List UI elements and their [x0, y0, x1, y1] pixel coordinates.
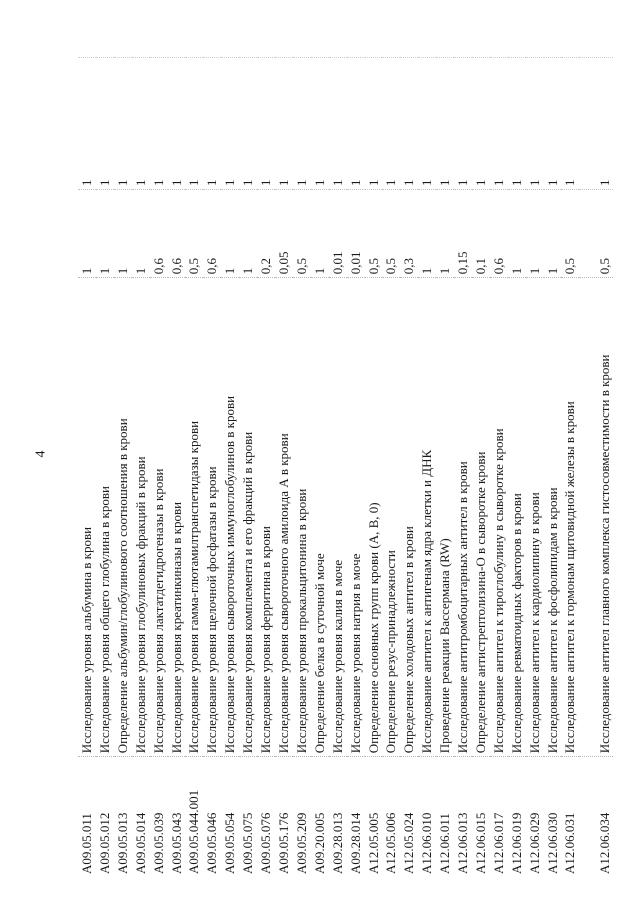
service-name: Исследование уровня комплемента и его фракций в крови — [239, 278, 257, 757]
frequency-coefficient: 1 — [311, 189, 329, 277]
multiplicity: 1 — [78, 58, 96, 190]
table-row — [365, 58, 383, 878]
services-table — [78, 57, 613, 877]
frequency-coefficient: 0,5 — [185, 189, 203, 277]
multiplicity: 1 — [132, 58, 150, 190]
frequency-coefficient: 0,3 — [400, 189, 418, 277]
service-code: A12.05.024 — [401, 812, 417, 874]
service-code: A09.05.054 — [222, 812, 238, 874]
table-row — [132, 58, 150, 878]
table-row — [78, 58, 96, 878]
table-row — [454, 58, 472, 878]
service-code: A09.28.014 — [347, 812, 363, 874]
table-row — [508, 58, 526, 878]
table-row — [275, 58, 293, 878]
service-code: A09.05.209 — [293, 812, 309, 874]
multiplicity: 1 — [185, 58, 203, 190]
service-code: A12.06.034 — [597, 812, 613, 874]
frequency-coefficient: 0,01 — [329, 189, 347, 277]
table-row — [168, 58, 186, 878]
multiplicity: 1 — [508, 58, 526, 190]
multiplicity: 1 — [347, 58, 365, 190]
table-row — [257, 58, 275, 878]
service-code: A09.05.044.001 — [186, 789, 202, 874]
multiplicity: 1 — [544, 58, 562, 190]
service-code: A09.05.046 — [204, 812, 220, 874]
multiplicity: 1 — [418, 58, 436, 190]
frequency-coefficient: 0,01 — [347, 189, 365, 277]
page-number: 4 — [33, 450, 49, 458]
frequency-coefficient: 1 — [96, 189, 114, 277]
service-code: A12.06.019 — [508, 812, 524, 874]
service-name: Исследование ревматоидных факторов в крови — [508, 278, 526, 757]
service-name: Исследование антител главного комплекса гистосовместимости в крови — [579, 278, 613, 757]
service-code: A12.06.015 — [472, 812, 488, 874]
service-name: Исследование уровня прокальцитонина в крови — [293, 278, 311, 757]
service-name: Исследование уровня креатинкиназы в крови — [168, 278, 186, 757]
service-code: A12.06.013 — [455, 812, 471, 874]
frequency-coefficient: 0,5 — [579, 189, 613, 277]
multiplicity: 1 — [221, 58, 239, 190]
frequency-coefficient: 0,5 — [293, 189, 311, 277]
frequency-coefficient: 1 — [78, 189, 96, 277]
table-row — [544, 58, 562, 878]
multiplicity: 1 — [275, 58, 293, 190]
table-row — [561, 58, 579, 878]
service-code: A12.06.029 — [526, 812, 542, 874]
service-code: A09.28.013 — [329, 812, 345, 874]
service-name: Исследование уровня калия в моче — [329, 278, 347, 757]
services-table-container — [78, 57, 613, 877]
service-code: A12.06.017 — [490, 812, 506, 874]
service-name: Проведение реакции Вассермана (RW) — [436, 278, 454, 757]
multiplicity: 1 — [526, 58, 544, 190]
service-name: Определение альбумин/глобулинового соотношения в крови — [114, 278, 132, 757]
multiplicity: 1 — [96, 58, 114, 190]
frequency-coefficient: 0,5 — [365, 189, 383, 277]
service-code: A09.20.005 — [311, 812, 327, 874]
frequency-coefficient: 1 — [544, 189, 562, 277]
table-row — [96, 58, 114, 878]
multiplicity: 1 — [579, 58, 613, 190]
service-name: Определение белка в суточной моче — [311, 278, 329, 757]
service-code: A09.05.043 — [168, 812, 184, 874]
service-name: Определение холодовых антител в крови — [400, 278, 418, 757]
frequency-coefficient: 0,6 — [150, 189, 168, 277]
frequency-coefficient: 0,2 — [257, 189, 275, 277]
service-name: Исследование уровня натрия в моче — [347, 278, 365, 757]
frequency-coefficient: 0,5 — [382, 189, 400, 277]
service-name: Исследование уровня сывороточных иммуноглобулинов в крови — [221, 278, 239, 757]
multiplicity: 1 — [472, 58, 490, 190]
frequency-coefficient: 1 — [418, 189, 436, 277]
service-name: Исследование уровня общего глобулина в крови — [96, 278, 114, 757]
multiplicity: 1 — [329, 58, 347, 190]
frequency-coefficient: 1 — [526, 189, 544, 277]
multiplicity: 1 — [561, 58, 579, 190]
multiplicity: 1 — [150, 58, 168, 190]
multiplicity: 1 — [382, 58, 400, 190]
service-code: A12.05.006 — [383, 812, 399, 874]
frequency-coefficient: 1 — [436, 189, 454, 277]
frequency-coefficient: 0,05 — [275, 189, 293, 277]
multiplicity: 1 — [490, 58, 508, 190]
service-code: A09.05.013 — [114, 812, 130, 874]
multiplicity: 1 — [400, 58, 418, 190]
service-name: Исследование уровня альбумина в крови — [78, 278, 96, 757]
table-row — [293, 58, 311, 878]
frequency-coefficient: 1 — [221, 189, 239, 277]
service-code: A09.05.011 — [79, 813, 94, 874]
frequency-coefficient: 1 — [114, 189, 132, 277]
service-name: Определение антистрептолизина-О в сыворотке крови — [472, 278, 490, 757]
table-row — [472, 58, 490, 878]
service-name: Исследование антител к кардиолипину в крови — [526, 278, 544, 757]
multiplicity: 1 — [436, 58, 454, 190]
multiplicity: 1 — [257, 58, 275, 190]
service-code: A12.06.030 — [544, 812, 560, 874]
service-name: Исследование антител к антигенам ядра клетки и ДНК — [418, 278, 436, 757]
table-row — [400, 58, 418, 878]
service-name: Исследование антитромбоцитарных антител в крови — [454, 278, 472, 757]
multiplicity: 1 — [454, 58, 472, 190]
service-name: Исследование антител к гормонам щитовидной железы в крови — [561, 278, 579, 757]
multiplicity: 1 — [168, 58, 186, 190]
service-code: A12.06.011 — [437, 813, 453, 874]
service-name: Исследование уровня гамма-глютамилтранспетидазы крови — [185, 278, 203, 757]
table-row — [347, 58, 365, 878]
table-row — [185, 58, 203, 878]
frequency-coefficient: 0,6 — [203, 189, 221, 277]
service-name: Исследование уровня щелочной фосфатазы в крови — [203, 278, 221, 757]
service-code: A09.05.014 — [132, 812, 148, 874]
service-name: Исследование уровня лактатдегидрогеназы в крови — [150, 278, 168, 757]
service-name: Исследование уровня глобулиновых фракций в крови — [132, 278, 150, 757]
table-row — [221, 58, 239, 878]
services-table-body — [78, 58, 613, 878]
frequency-coefficient: 0,6 — [490, 189, 508, 277]
frequency-coefficient: 1 — [132, 189, 150, 277]
table-row — [418, 58, 436, 878]
table-row — [239, 58, 257, 878]
service-code: A09.05.075 — [240, 812, 256, 874]
service-code: A09.05.039 — [150, 812, 166, 874]
multiplicity: 1 — [239, 58, 257, 190]
service-name: Исследование уровня ферритина в крови — [257, 278, 275, 757]
table-row — [436, 58, 454, 878]
multiplicity: 1 — [203, 58, 221, 190]
table-row — [490, 58, 508, 878]
frequency-coefficient: 0,5 — [561, 189, 579, 277]
service-name: Определение основных групп крови (А, В, 0) — [365, 278, 383, 757]
table-row — [203, 58, 221, 878]
service-code: A09.05.176 — [275, 812, 291, 874]
service-name: Определение резус-принадлежности — [382, 278, 400, 757]
service-code: A12.06.031 — [562, 812, 578, 874]
frequency-coefficient: 0,1 — [472, 189, 490, 277]
table-row — [579, 58, 613, 878]
service-name: Исследование антител к фосфолипидам в крови — [544, 278, 562, 757]
service-code: A12.06.010 — [419, 812, 435, 874]
table-row — [526, 58, 544, 878]
frequency-coefficient: 1 — [239, 189, 257, 277]
service-name: Исследование антител к тироглобулину в сыворотке крови — [490, 278, 508, 757]
frequency-coefficient: 1 — [508, 189, 526, 277]
service-code: A09.05.012 — [96, 812, 112, 874]
multiplicity: 1 — [365, 58, 383, 190]
multiplicity: 1 — [293, 58, 311, 190]
multiplicity: 1 — [114, 58, 132, 190]
frequency-coefficient: 0,15 — [454, 189, 472, 277]
multiplicity: 1 — [311, 58, 329, 190]
table-row — [311, 58, 329, 878]
table-row — [150, 58, 168, 878]
service-code: A09.05.076 — [258, 812, 274, 874]
table-row — [382, 58, 400, 878]
table-row — [114, 58, 132, 878]
service-name: Исследование уровня сывороточного амилоида А в крови — [275, 278, 293, 757]
table-row — [329, 58, 347, 878]
frequency-coefficient: 0,6 — [168, 189, 186, 277]
service-code: A12.05.005 — [365, 812, 381, 874]
